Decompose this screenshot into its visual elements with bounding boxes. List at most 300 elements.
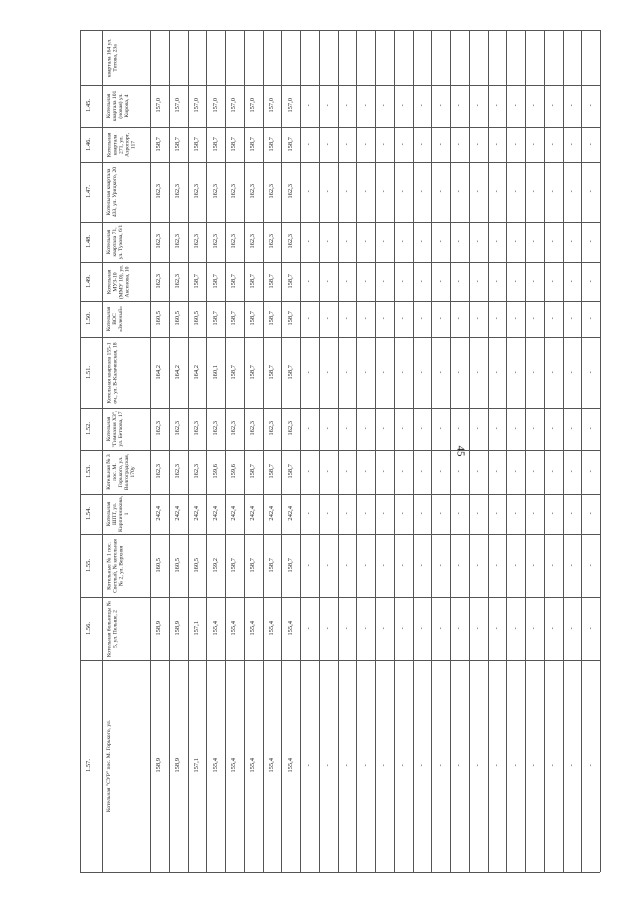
table-rule [80,30,600,31]
table-cell: - [417,142,425,145]
table-cell: - [455,240,463,243]
table-cell: - [342,764,350,767]
table-cell: 162,3 [192,233,200,249]
table-rule [581,30,582,872]
table-cell: - [530,190,538,193]
table-cell: - [492,626,500,629]
table-cell: 158,7 [267,463,275,479]
table-cell: - [305,764,313,767]
table-cell: - [473,427,481,430]
row-name: Котельная ШПТ, ул. Кирпичникова, 1 [106,496,130,532]
table-rule [80,872,600,873]
table-cell: - [305,279,313,282]
table-cell: - [586,427,594,430]
table-cell: 158,7 [267,310,275,326]
table-cell: - [323,317,331,320]
table-cell: - [342,190,350,193]
table-cell: - [361,626,369,629]
table-cell: - [342,470,350,473]
table-cell: 158,7 [230,557,238,573]
row-name: Котельная квартала 101 (новая) ул. Кирова, 4 [106,90,130,122]
row-index: 1.57. [85,759,92,772]
table-cell: 158,7 [173,136,181,152]
table-cell: 158,7 [248,136,256,152]
table-cell: - [511,563,519,566]
table-cell: - [586,142,594,145]
table-cell: 158,7 [211,310,219,326]
table-rule [80,301,600,302]
table-rule [413,30,414,872]
table-cell: - [455,317,463,320]
table-cell: - [492,370,500,373]
table-cell: - [305,104,313,107]
table-cell: 159,6 [211,463,219,479]
table-cell: - [342,104,350,107]
table-rule [80,494,600,495]
table-cell: 162,3 [173,183,181,199]
table-cell: - [305,370,313,373]
table-cell: - [342,317,350,320]
row-name: Котельная квартала 155-1 оч., ул. В-Калачевская, 18 [106,341,118,404]
table-cell: - [361,142,369,145]
table-cell: - [511,104,519,107]
table-cell: 158,7 [286,136,294,152]
table-cell: - [567,142,575,145]
table-cell: - [361,190,369,193]
row-name: Котельные № 1 пос. Светлый, № котельная № 2, ул. Верхняя [106,538,124,593]
table-cell: - [305,142,313,145]
table-cell: - [380,764,388,767]
row-index: 1.45. [85,99,92,112]
table-cell: 242,4 [286,505,294,521]
table-cell: 162,3 [267,420,275,436]
table-cell: - [511,626,519,629]
table-cell: 162,3 [230,233,238,249]
table-cell: 158,7 [267,273,275,289]
table-rule [431,30,432,872]
table-cell: - [530,626,538,629]
table-cell: - [361,563,369,566]
table-cell: - [567,563,575,566]
table-cell: - [567,104,575,107]
table-cell: - [567,512,575,515]
row-index: 1.51. [85,365,92,379]
table-rule [102,30,103,872]
table-cell: - [511,370,519,373]
table-cell: 159,2 [211,557,219,573]
table-cell: - [436,370,444,373]
table-cell: 157,0 [173,97,181,113]
table-cell: - [436,317,444,320]
table-cell: - [342,512,350,515]
table-cell: - [511,317,519,320]
table-cell: - [548,279,556,282]
table-cell: 164,2 [155,364,163,380]
table-cell: 158,7 [248,463,256,479]
table-cell: - [305,512,313,515]
table-cell: 242,4 [155,505,163,521]
table-cell: 160,5 [173,557,181,573]
table-cell: - [380,240,388,243]
table-cell: 162,3 [267,183,275,199]
table-cell: - [567,190,575,193]
table-cell: - [323,104,331,107]
row-name: Котельная МУЗ-10 (ММУ 10), ул. Аксенова, 10 [106,264,130,299]
table-cell: - [398,370,406,373]
table-cell: 158,9 [173,620,181,636]
table-cell: - [530,563,538,566]
table-cell: - [586,317,594,320]
table-rule [525,30,526,872]
row-name: Котельная ВОС «Зеленый» [106,306,124,332]
row-index: 1.55. [85,558,92,572]
table-cell: - [342,427,350,430]
row-index: 1.46. [85,137,92,151]
table-cell: - [436,240,444,243]
table-cell: 158,7 [286,273,294,289]
table-cell: - [323,512,331,515]
table-rule [169,30,170,872]
table-rule [244,30,245,872]
table-rule [450,30,451,872]
table-cell: - [473,317,481,320]
table-cell: - [398,764,406,767]
row-index: 1.56. [85,621,92,635]
table-cell: - [380,142,388,145]
table-cell: - [380,563,388,566]
table-cell: 162,3 [286,420,294,436]
table-cell: 162,3 [192,183,200,199]
table-cell: - [586,190,594,193]
table-cell: 158,7 [286,557,294,573]
table-cell: 158,7 [286,463,294,479]
table-cell: - [380,512,388,515]
table-cell: 162,3 [248,420,256,436]
table-rule [206,30,207,872]
table-cell: - [530,512,538,515]
table-cell: - [417,512,425,515]
table-cell: 158,7 [230,273,238,289]
table-cell: 155,4 [211,620,219,636]
table-cell: - [586,512,594,515]
table-cell: - [492,512,500,515]
table-cell: - [380,104,388,107]
table-cell: - [492,142,500,145]
table-cell: - [530,104,538,107]
table-cell: - [586,470,594,473]
table-cell: - [511,240,519,243]
table-rule [469,30,470,872]
table-cell: - [398,279,406,282]
table-cell: - [530,240,538,243]
table-cell: 158,7 [230,310,238,326]
table-cell: - [323,279,331,282]
table-cell: 158,9 [173,757,181,773]
row-index: 1.49. [85,274,92,288]
table-cell: 164,2 [192,364,200,380]
table-rule [80,30,81,872]
table-cell: 158,7 [267,364,275,380]
table-cell: - [436,470,444,473]
table-cell: 160,5 [155,557,163,573]
table-cell: 162,3 [248,233,256,249]
table-cell: - [323,427,331,430]
table-cell: - [530,470,538,473]
table-cell: 158,7 [230,136,238,152]
table-cell: - [398,190,406,193]
table-rule [80,127,600,128]
table-cell: 158,7 [211,136,219,152]
table-cell: 158,9 [155,757,163,773]
table-cell: - [511,764,519,767]
table-cell: 162,3 [211,420,219,436]
table-cell: - [548,317,556,320]
table-cell: - [548,626,556,629]
table-cell: - [342,563,350,566]
table-cell: - [473,563,481,566]
table-cell: - [473,240,481,243]
table-cell: - [323,470,331,473]
table-cell: - [398,142,406,145]
table-cell: - [305,626,313,629]
table-cell: - [398,563,406,566]
table-rule [281,30,282,872]
table-cell: - [530,279,538,282]
table-cell: - [305,470,313,473]
table-rule [338,30,339,872]
row-index: 1.48. [85,235,92,248]
table-cell: - [530,764,538,767]
row-name: Котельная квартала 271, ул. Аэропорт, 117 [106,132,136,157]
table-cell: 155,4 [286,757,294,773]
table-cell: - [305,240,313,243]
table-cell: 162,3 [230,420,238,436]
table-rule [80,534,600,535]
row-name: Котельная "СУР" пос. М. Горького, ул. [106,719,112,813]
table-cell: 157,0 [155,97,163,113]
table-cell: - [473,279,481,282]
table-cell: - [511,190,519,193]
table-cell: 155,4 [267,620,275,636]
table-cell: - [567,279,575,282]
table-cell: - [417,427,425,430]
table-rule [563,30,564,872]
table-cell: - [417,370,425,373]
table-cell: 242,4 [173,505,181,521]
table-cell: - [398,104,406,107]
table-cell: - [455,142,463,145]
table-cell: - [511,470,519,473]
table-cell: - [455,626,463,629]
table-cell: - [323,190,331,193]
table-cell: - [492,470,500,473]
table-cell: 155,4 [230,620,238,636]
table-cell: 158,7 [267,136,275,152]
table-cell: 158,9 [155,620,163,636]
table-cell: - [455,279,463,282]
table-cell: - [436,279,444,282]
table-rule [375,30,376,872]
table-cell: 158,7 [211,273,219,289]
table-cell: - [530,427,538,430]
table-cell: 155,4 [286,620,294,636]
table-cell: - [530,370,538,373]
table-rule [80,660,600,661]
table-cell: 158,7 [155,136,163,152]
table-cell: - [436,626,444,629]
table-rule [80,337,600,338]
table-cell: 155,4 [267,757,275,773]
table-cell: - [361,370,369,373]
table-cell: - [398,240,406,243]
table-cell: - [473,470,481,473]
table-cell: 162,3 [155,183,163,199]
table-rule [80,597,600,598]
table-cell: - [586,104,594,107]
table-rule [506,30,507,872]
row-index: 1.53. [85,465,92,478]
table-cell: 242,4 [267,505,275,521]
table-cell: 157,0 [286,97,294,113]
table-cell: 242,4 [230,505,238,521]
table-cell: 162,3 [286,183,294,199]
table-cell: - [586,563,594,566]
table-cell: 157,0 [211,97,219,113]
table-cell: - [417,563,425,566]
table-cell: - [473,512,481,515]
table-cell: - [417,279,425,282]
table-cell: 162,3 [155,233,163,249]
table-rule [225,30,226,872]
table-cell: 158,7 [286,310,294,326]
table-cell: - [361,470,369,473]
table-cell: - [380,190,388,193]
table-cell: 162,3 [155,463,163,479]
table-cell: 158,7 [267,557,275,573]
table-rule [319,30,320,872]
table-cell: - [436,512,444,515]
table-cell: 157,0 [248,97,256,113]
table-cell: - [492,317,500,320]
table-cell: - [417,764,425,767]
table-rule [80,408,600,409]
table-cell: - [492,279,500,282]
table-cell: 157,0 [230,97,238,113]
table-cell: - [492,563,500,566]
table-cell: - [455,563,463,566]
table-rule [356,30,357,872]
table-cell: 155,4 [211,757,219,773]
table-cell: - [530,142,538,145]
table-cell: 158,7 [248,273,256,289]
table-cell: - [511,427,519,430]
table-cell: - [455,427,463,430]
table-cell: - [586,370,594,373]
table-cell: - [417,104,425,107]
table-cell: 157,0 [267,97,275,113]
table-cell: 162,3 [248,183,256,199]
table-cell: - [567,470,575,473]
table-cell: - [342,279,350,282]
table-cell: 157,0 [192,97,200,113]
table-cell: - [586,764,594,767]
table-cell: - [455,764,463,767]
table-cell: 160,5 [155,310,163,326]
table-cell: - [417,190,425,193]
table-cell: - [567,626,575,629]
table-cell: - [492,240,500,243]
table-cell: - [473,370,481,373]
table-cell: - [548,512,556,515]
table-cell: 160,1 [211,364,219,380]
table-cell: - [361,764,369,767]
table-rule [544,30,545,872]
table-rule [80,85,600,86]
table-cell: 162,3 [155,273,163,289]
table-cell: - [492,104,500,107]
table-cell: 162,3 [155,420,163,436]
table-cell: 158,7 [248,310,256,326]
table-cell: - [305,317,313,320]
table-cell: 162,3 [211,233,219,249]
table-rule [300,30,301,872]
table-cell: - [548,470,556,473]
table-cell: 155,4 [248,620,256,636]
table-rule [600,30,601,872]
table-cell: 158,7 [192,136,200,152]
table-cell: - [305,563,313,566]
table-cell: 162,3 [267,233,275,249]
row-index: 1.50. [85,312,92,325]
table-cell: 158,7 [230,364,238,380]
row-name: Котельная квартала 433, ул. Урицкого, 20 [106,166,118,218]
table-cell: 158,7 [248,364,256,380]
table-cell: - [398,317,406,320]
table-cell: - [323,142,331,145]
table-cell: 162,3 [173,463,181,479]
table-cell: - [473,626,481,629]
table-rule [263,30,264,872]
table-cell: - [361,279,369,282]
table-cell: 242,4 [248,505,256,521]
table-cell: 158,7 [192,273,200,289]
table-cell: - [417,470,425,473]
table-cell: - [380,279,388,282]
table-cell: - [567,427,575,430]
table-cell: - [567,764,575,767]
table-cell: - [567,317,575,320]
table-rule [488,30,489,872]
table-cell: - [436,764,444,767]
table-cell: - [436,142,444,145]
table-cell: - [586,279,594,282]
table-cell: - [473,104,481,107]
table-cell: - [511,142,519,145]
table-cell: - [436,104,444,107]
table-cell: 162,3 [173,273,181,289]
table-cell: - [361,512,369,515]
table-cell: 242,4 [211,505,219,521]
table-cell: 162,3 [173,420,181,436]
table-cell: 162,3 [211,183,219,199]
table-cell: - [398,470,406,473]
table-cell: - [455,470,463,473]
table-cell: - [473,142,481,145]
row-name: Котельная больницы № 5, ул. Пельше, 2 [106,600,118,657]
table-cell: - [380,470,388,473]
table-cell: - [380,370,388,373]
table-cell: - [548,427,556,430]
